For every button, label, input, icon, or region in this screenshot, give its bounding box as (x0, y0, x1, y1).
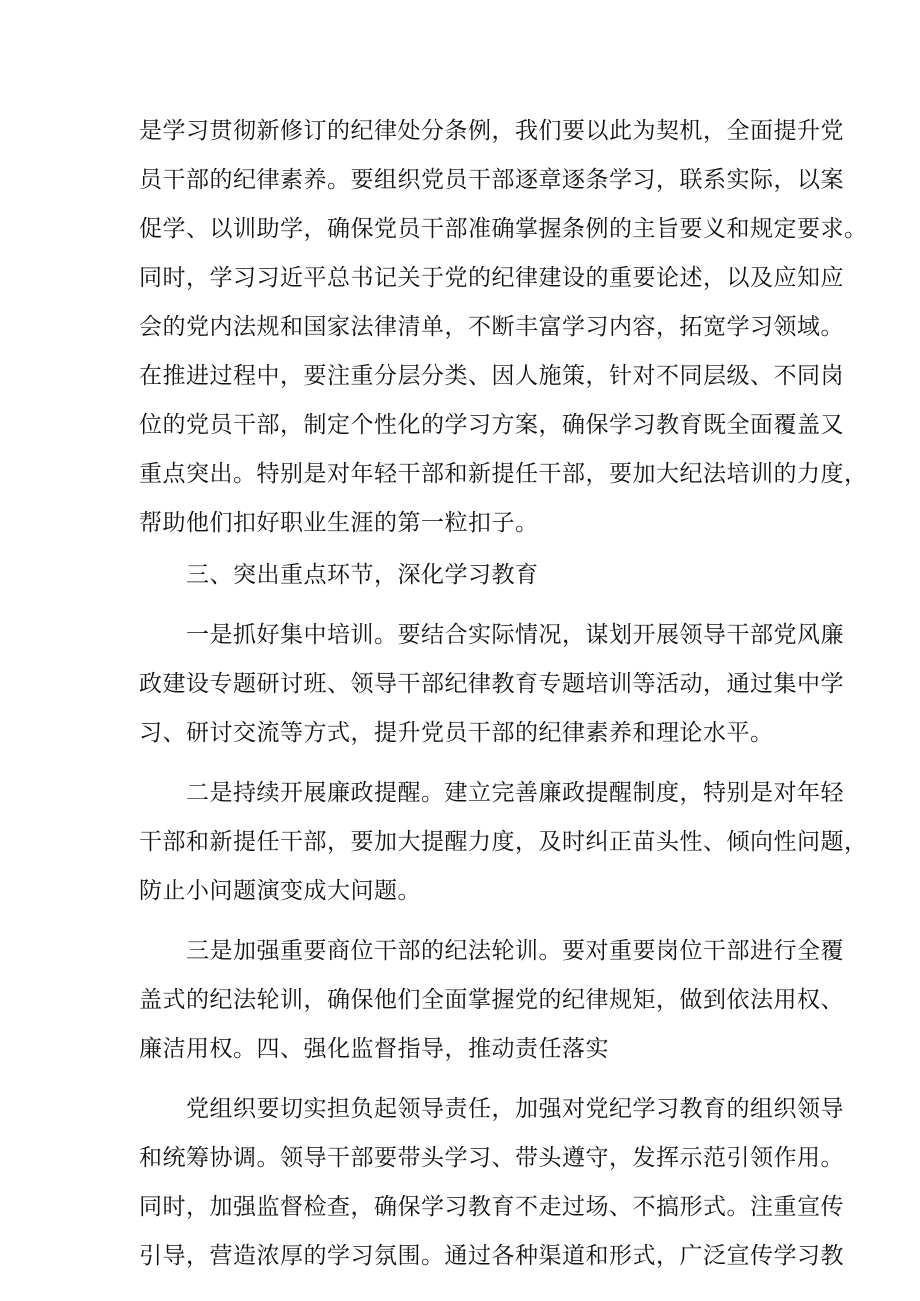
text-line: 防止小问题演变成大问题。 (139, 878, 421, 904)
text-line: 政建设专题研讨班、领导干部纪律教育专题培训等活动，通过集中学 (139, 671, 844, 697)
text-line: 促学、以训助学，确保党员干部准确掌握条例的主旨要义和规定要求。 (139, 216, 868, 242)
text-line: 会的党内法规和国家法律清单，不断丰富学习内容，拓宽学习领域。 (139, 314, 844, 340)
text-line: 重点突出。特别是对年轻干部和新提任干部，要加大纪法培训的力度， (139, 461, 868, 487)
text-line: 引导，营造浓厚的学习氛围。通过各种渠道和形式，广泛宣传学习教 (139, 1243, 844, 1269)
text-line: 一是抓好集中培训。要结合实际情况，谋划开展领导干部党风廉 (186, 622, 844, 648)
text-line: 帮助他们扣好职业生涯的第一粒扣子。 (139, 510, 539, 536)
text-line: 位的党员干部，制定个性化的学习方案，确保学习教育既全面覆盖又 (139, 412, 844, 438)
text-line: 干部和新提任干部，要加大提醒力度，及时纠正苗头性、倾向性问题， (139, 829, 868, 855)
text-line: 同时，加强监督检查，确保学习教育不走过场、不搞形式。注重宣传 (139, 1194, 844, 1220)
text-line: 是学习贯彻新修订的纪律处分条例，我们要以此为契机，全面提升党 (139, 118, 844, 144)
text-line: 三是加强重要商位干部的纪法轮训。要对重要岗位干部进行全覆 (186, 938, 844, 964)
section-heading: 三、突出重点环节，深化学习教育 (186, 562, 539, 588)
text-line: 和统筹协调。领导干部要带头学习、带头遵守，发挥示范引领作用。 (139, 1145, 844, 1171)
text-line: 盖式的纪法轮训，确保他们全面掌握党的纪律规矩，做到依法用权、 (139, 987, 844, 1013)
text-line: 党组织要切实担负起领导责任，加强对党纪学习教育的组织领导 (186, 1096, 844, 1122)
text-line: 员干部的纪律素养。要组织党员干部逐章逐条学习，联系实际，以案 (139, 167, 844, 193)
text-line: 习、研讨交流等方式，提升党员干部的纪律素养和理论水平。 (139, 720, 774, 746)
text-line: 同时，学习习近平总书记关于党的纪律建设的重要论述，以及应知应 (139, 265, 844, 291)
text-line: 在推进过程中，要注重分层分类、因人施策，针对不同层级、不同岗 (139, 363, 844, 389)
text-line: 廉洁用权。四、强化监督指导，推动责任落实 (139, 1036, 609, 1062)
text-line: 二是持续开展廉政提醒。建立完善廉政提醒制度，特别是对年轻 (186, 780, 844, 806)
